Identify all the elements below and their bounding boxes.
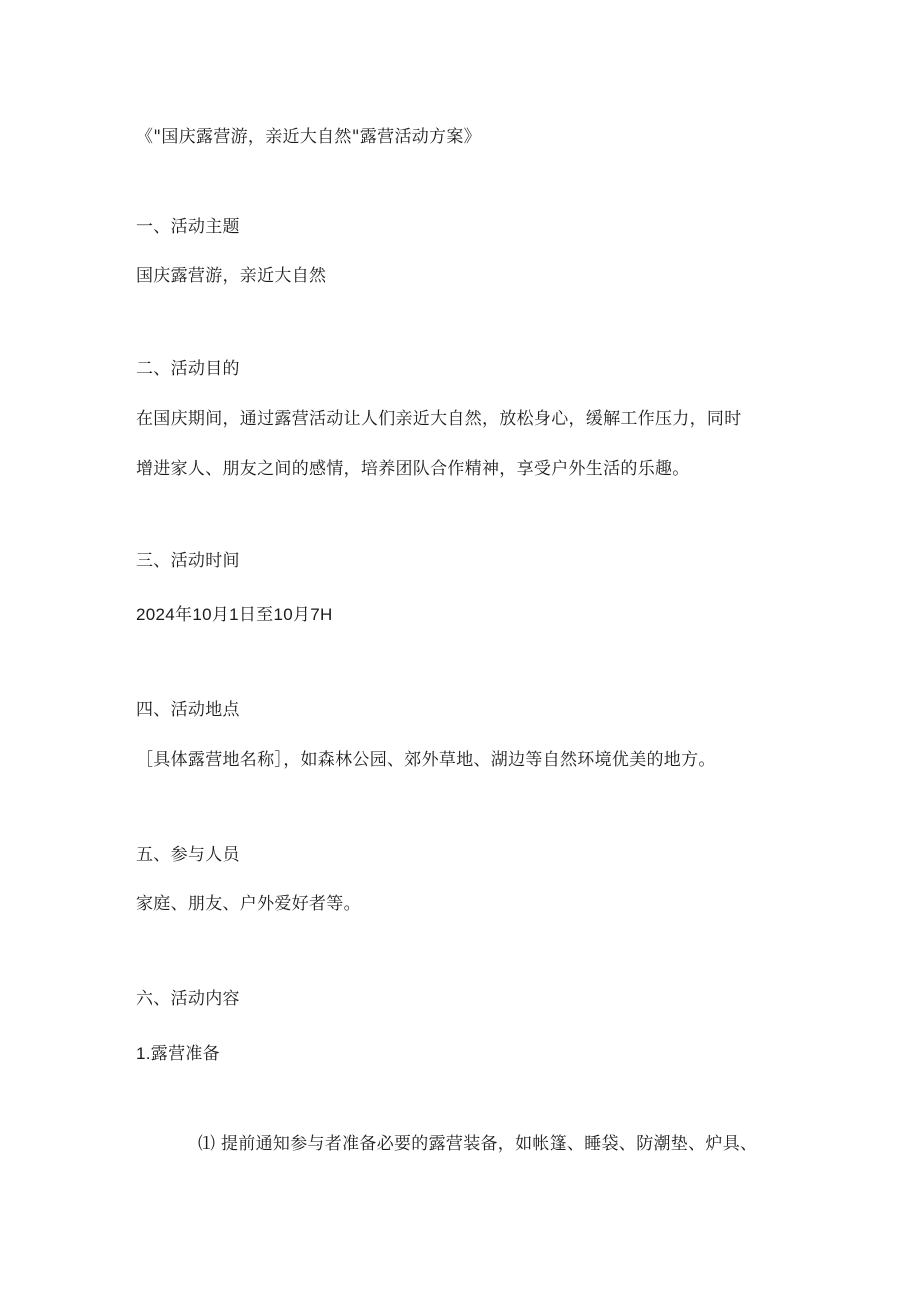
section-body-location: ［具体露营地名称］，如森林公园、郊外草地、湖边等自然环境优美的地方。 [136, 750, 716, 770]
section-body-purpose-line1: 在国庆期间，通过露营活动让人们亲近大自然，放松身心，缓解工作压力，同时 [136, 409, 742, 429]
list-item-preparation-1: ⑴ 提前通知参与者准备必要的露营装备，如帐篷、睡袋、防潮垫、炉具、 [198, 1134, 758, 1154]
section-heading-purpose: 二、活动目的 [136, 359, 240, 379]
section-body-time: 2024年10月1日至10月7H [136, 605, 333, 624]
section-heading-time: 三、活动时间 [136, 551, 240, 571]
section-body-theme: 国庆露营游，亲近大自然 [136, 266, 327, 286]
section-heading-participants: 五、参与人员 [136, 845, 240, 865]
section-body-participants: 家庭、朋友、户外爱好者等。 [136, 894, 361, 914]
section-heading-theme: 一、活动主题 [136, 217, 240, 237]
section-heading-content: 六、活动内容 [136, 989, 240, 1009]
section-heading-location: 四、活动地点 [136, 700, 240, 720]
section-body-purpose-line2: 增进家人、朋友之间的感情，培养团队合作精神，享受户外生活的乐趣。 [136, 459, 690, 479]
section-subheading-preparation: 1.露营准备 [136, 1044, 220, 1063]
document-title: 《"国庆露营游，亲近大自然"露营活动方案》 [136, 127, 481, 147]
